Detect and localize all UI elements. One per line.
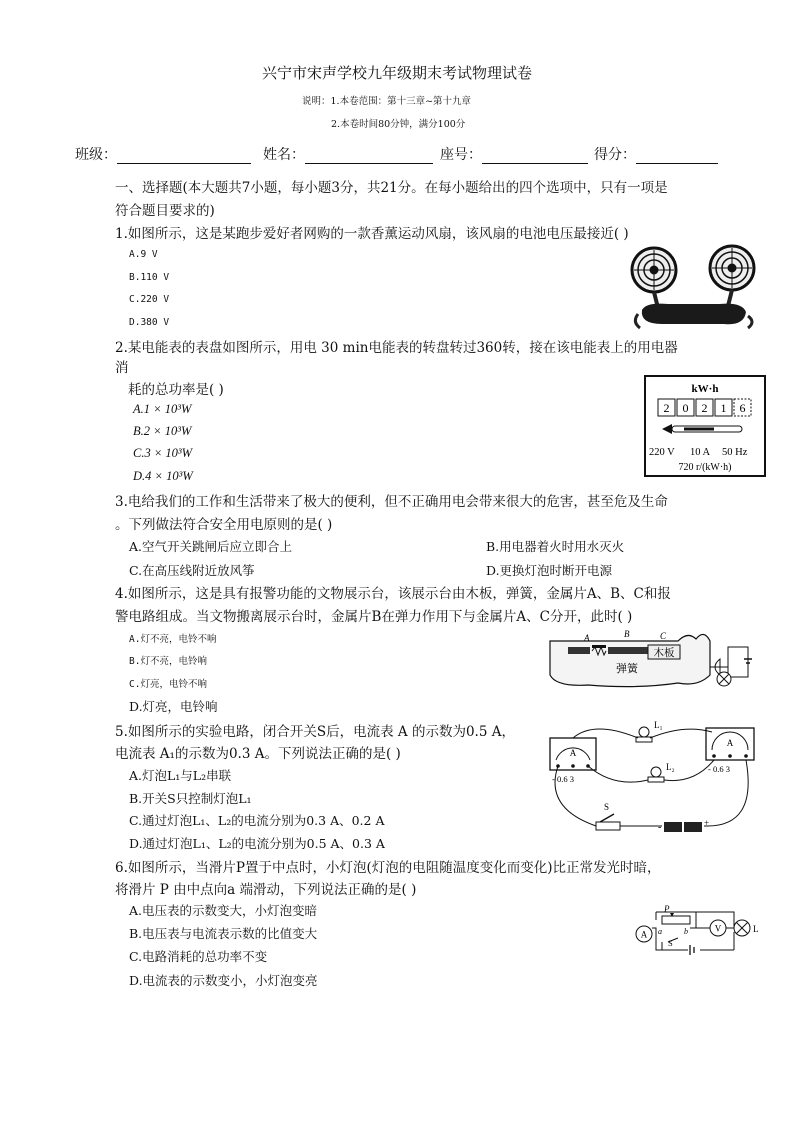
exam-note-scope: 说明：1.本卷范围：第十三章~第十九章 [302,96,472,107]
q2-option-a[interactable]: A.1 × 10³W [133,402,192,416]
exam-title: 兴宁市宋声学校九年级期末考试物理试卷 [261,64,532,82]
spring-label: 弹簧 [616,663,638,675]
q4-alarm-figure [548,627,762,693]
meter-unit: kW·h [691,383,719,395]
q2-stem: 2.某电能表的表盘如图所示，用电 30 min电能表的转盘转过360转，接在该电能表上的用电器 [115,340,678,356]
q3-option-c[interactable]: C.在高压线附近放风筝 [129,563,255,578]
class-label: 班级： [75,147,117,163]
seat-blank[interactable] [482,149,588,164]
q4-stem-cont: 警电路组成。当文物搬离展示台时，金属片B在弹力作用下与金属片A、C分开，此时( ) [115,609,633,625]
slider-a-label: a [658,927,662,936]
q2-stem-cont2: 耗的总功率是( ) [128,382,224,398]
seat-label: 座号： [440,147,482,163]
battery-icon [690,945,694,955]
q6-stem-cont: 将滑片 P 由中点向a 端滑动，下列说法正确的是( ) [115,882,417,898]
q5-stem-cont: 电流表 A₁的示数为0.3 A。下列说法正确的是( ) [115,746,401,762]
q5-option-b[interactable]: B.开关S只控制灯泡L₁ [129,791,252,806]
switch-label: S [668,938,673,948]
q1-option-d[interactable]: D.380 V [129,317,170,328]
name-label: 姓名： [263,147,305,163]
switch-icon [596,802,620,830]
ammeter-a1-terminals: - 0.6 3 [552,774,574,784]
lamp-l2-icon [648,762,675,782]
q3-option-b[interactable]: B.用电器着火时用水灭火 [486,539,625,554]
ammeter-a-label: A [726,738,734,748]
lamp-l1-icon [636,720,663,742]
fan-right-icon [710,246,754,290]
q5-stem: 5.如图所示的实验电路，闭合开关S后，电流表 A 的示数为0.5 A， [115,724,515,740]
neck-band [642,304,746,325]
q1-option-b[interactable]: B.110 V [129,272,170,283]
exam-note-time: 2.本卷时间80分钟，满分100分 [331,119,466,130]
q1-fan-figure [628,242,758,330]
q5-option-a[interactable]: A.灯泡L₁与L₂串联 [129,768,232,783]
q5-option-d[interactable]: D.通过灯泡L₁、L₂的电流分别为0.5 A、0.3 A [129,836,385,851]
q1-option-c[interactable]: C.220 V [129,294,170,305]
q4-option-a[interactable]: A.灯不亮，电铃不响 [129,634,217,645]
meter-voltage: 220 V [649,447,675,458]
q2-meter-figure [644,375,766,477]
name-field[interactable] [263,144,433,164]
q6-option-d[interactable]: D.电流表的示数变小，小灯泡变亮 [129,973,318,988]
plate-a-label: A [584,633,590,643]
q1-option-a[interactable]: A.9 V [129,249,158,260]
plate-c-label: C [660,631,667,641]
q3-option-d[interactable]: D.更换灯泡时断开电源 [486,563,613,578]
switch-label: S [604,802,610,812]
ammeter-label: A [640,929,648,940]
battery-minus: - [658,822,662,833]
meter-frequency: 50 Hz [722,447,748,458]
seat-field[interactable] [440,144,588,164]
q6-option-b[interactable]: B.电压表与电流表示数的比值变大 [129,926,318,941]
q3-option-a[interactable]: A.空气开关跳闸后应立即合上 [129,539,293,554]
q2-option-b[interactable]: B.2 × 10³W [133,424,192,438]
lamp-l1-label: L₁ [654,720,663,730]
meter-digit-5: 6 [739,401,746,415]
q2-option-c[interactable]: C.3 × 10³W [133,446,193,460]
voltmeter-label: V [714,923,722,934]
slider-b-label: b [684,927,688,936]
q3-stem-cont: 。下列做法符合安全用电原则的是( ) [115,517,333,533]
lamp-l2-label: L₂ [666,762,675,772]
display-base [550,634,710,686]
meter-digit-2: 0 [682,401,689,415]
lamp-label: L [753,924,759,934]
q6-stem: 6.如图所示，当滑片P置于中点时，小灯泡(灯泡的电阻随温度变化而变化)比正常发光时暗， [115,860,661,876]
q2-stem-cont: 消 [115,360,129,376]
q4-option-c[interactable]: C.灯亮，电铃不响 [129,679,207,690]
battery-plus: + [704,818,710,828]
ammeter-a1-label: A [569,748,577,758]
q1-stem: 1.如图所示，这是某跑步爱好者网购的一款香薰运动风扇，该风扇的电池电压最接近( ) [115,226,629,242]
section-heading-cont: 符合题目要求的) [115,203,215,219]
name-blank[interactable] [305,149,433,164]
q3-stem: 3.电给我们的工作和生活带来了极大的便利，但不正确用电会带来很大的危害，甚至危及生命 [115,494,668,510]
ammeter-a-terminals: - 0.6 3 [708,764,730,774]
q6-option-a[interactable]: A.电压表的示数变大，小灯泡变暗 [129,903,318,918]
meter-digit-1: 2 [663,401,670,415]
score-label: 得分： [594,147,636,163]
meter-rate: 720 r/(kW·h) [678,462,732,473]
battery-icon [658,818,709,833]
plate-b-label: B [624,629,630,639]
section-heading: 一、选择题(本大题共7小题，每小题3分，共21分。在每小题给出的四个选项中，只有一项是 [115,180,668,196]
score-blank[interactable] [636,149,718,164]
q4-option-d[interactable]: D.灯亮，电铃响 [129,699,218,714]
q4-stem: 4.如图所示，这是具有报警功能的文物展示台，该展示台由木板，弹簧，金属片A、B、C和报 [115,586,671,602]
board-label: 木板 [653,648,675,659]
q4-option-b[interactable]: B.灯不亮，电铃响 [129,656,207,667]
meter-digit-3: 2 [701,401,708,415]
q2-option-d[interactable]: D.4 × 10³W [133,469,193,483]
q5-option-c[interactable]: C.通过灯泡L₁、L₂的电流分别为0.3 A、0.2 A [129,813,385,828]
meter-current: 10 A [690,447,711,458]
fan-left-icon [632,248,676,292]
q5-circuit-figure [544,718,770,842]
class-field[interactable] [75,144,251,164]
q6-option-c[interactable]: C.电路消耗的总功率不变 [129,949,268,964]
ammeter-a1-icon [550,738,596,784]
score-field[interactable] [594,144,718,164]
class-blank[interactable] [117,149,251,164]
meter-digit-4: 1 [720,401,727,415]
slider-p-label: P [664,904,670,914]
bell-icon [710,659,720,675]
q6-circuit-figure [634,902,764,960]
